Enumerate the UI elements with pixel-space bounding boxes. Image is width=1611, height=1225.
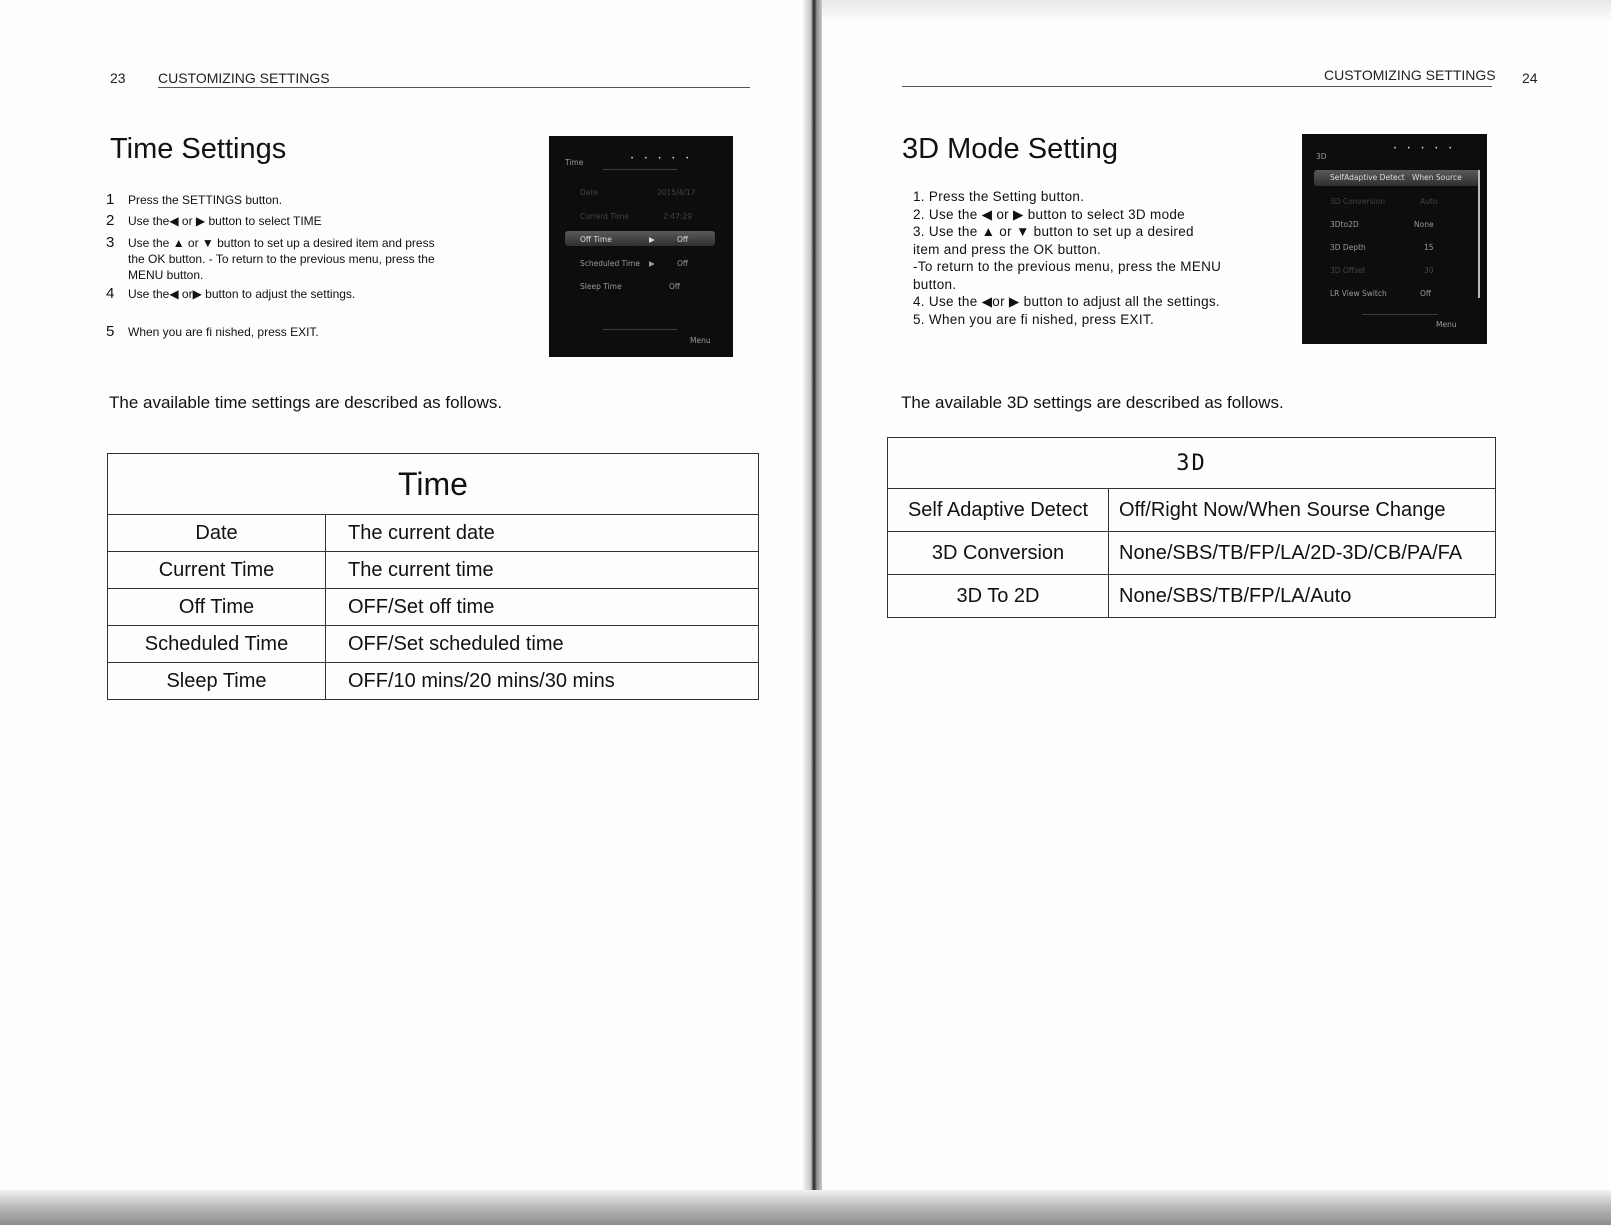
osd-divider bbox=[1362, 314, 1438, 315]
osd-row-label: Sleep Time bbox=[580, 282, 622, 291]
time-settings-table bbox=[107, 453, 759, 700]
step-line: 5. When you are fi nished, press EXIT. bbox=[913, 311, 1155, 327]
osd-arrow-icon: ▶ bbox=[649, 235, 655, 244]
table-row: 3D To 2D None/SBS/TB/FP/LA/Auto bbox=[888, 575, 1496, 618]
step-line: item and press the OK button. bbox=[913, 241, 1102, 257]
osd-page-dots: • • • • • bbox=[631, 156, 694, 162]
osd-row-value: Off bbox=[677, 235, 689, 244]
step-item: 3 Use the ▲ or ▼ button to set up a desired item and press the OK button. - To return to the previous menu, press the MENU button. bbox=[106, 233, 435, 282]
table-row: Current Time The current time bbox=[108, 552, 759, 589]
osd-row-value: 30 bbox=[1424, 266, 1434, 275]
osd-row-label: Off Time bbox=[580, 235, 612, 244]
osd-row-value: Off bbox=[1420, 289, 1432, 298]
section-header: CUSTOMIZING SETTINGS bbox=[1324, 67, 1496, 83]
step-item: 5 When you are fi nished, press EXIT. bbox=[106, 323, 319, 341]
step-item: 2 Use the◀ or ▶ button to select TIME bbox=[106, 212, 322, 230]
osd-menu-label: Menu bbox=[1436, 320, 1457, 329]
page-number: 23 bbox=[110, 70, 126, 86]
header-rule bbox=[158, 87, 750, 88]
time-osd-screenshot bbox=[549, 136, 733, 357]
step-line: -To return to the previous menu, press the MENU bbox=[913, 259, 1222, 274]
step-line: 1. Press the Setting button. bbox=[913, 189, 1085, 204]
osd-row-label: Scheduled Time bbox=[580, 259, 640, 268]
osd-row-value: 15 bbox=[1424, 243, 1434, 252]
table-row: Scheduled Time OFF/Set scheduled time bbox=[108, 626, 759, 663]
osd-row-value: None bbox=[1414, 220, 1434, 229]
steps-list bbox=[106, 190, 436, 344]
page-title: 3D Mode Setting bbox=[902, 133, 1119, 165]
osd-divider bbox=[603, 329, 677, 330]
3d-osd-screenshot bbox=[1302, 134, 1487, 344]
osd-row-label: Date bbox=[580, 188, 598, 197]
osd-row-label: 3D Conversion bbox=[1330, 197, 1385, 206]
table-header: 3D bbox=[888, 438, 1496, 489]
osd-row-value: When Source bbox=[1412, 173, 1462, 182]
osd-divider bbox=[603, 169, 677, 170]
table-header: Time bbox=[108, 454, 759, 515]
header-rule bbox=[902, 86, 1492, 87]
page-number: 24 bbox=[1522, 70, 1538, 86]
step-item: 1 Press the SETTINGS button. bbox=[106, 191, 283, 208]
step-line: 3. Use the ▲ or ▼ button to set up a desired bbox=[913, 224, 1194, 239]
3d-settings-table bbox=[887, 437, 1496, 618]
osd-row-label: 3D Offset bbox=[1330, 266, 1366, 275]
table-row: Date The current date bbox=[108, 515, 759, 552]
page-bottom-shadow bbox=[0, 1190, 1611, 1225]
osd-row-value: Off bbox=[669, 282, 681, 291]
steps-list bbox=[913, 188, 1273, 328]
osd-row-value: 2:47:29 bbox=[663, 212, 692, 221]
osd-row-label: SelfAdaptive Detect bbox=[1330, 173, 1405, 182]
step-line: button. bbox=[913, 276, 957, 292]
osd-row-value: Off bbox=[677, 259, 689, 268]
osd-row-label: LR View Switch bbox=[1330, 289, 1387, 298]
page-edge-shadow bbox=[822, 0, 1611, 22]
intro-text: The available time settings are described as follows. bbox=[109, 393, 503, 412]
table-row: 3D Conversion None/SBS/TB/FP/LA/2D-3D/CB/PA/FA bbox=[888, 532, 1496, 575]
table-row: Self Adaptive Detect Off/Right Now/When Sourse Change bbox=[888, 489, 1496, 532]
osd-row-label: 3D Depth bbox=[1330, 243, 1366, 252]
osd-arrow-icon: ▶ bbox=[649, 259, 655, 268]
osd-page-dots: • • • • • bbox=[1394, 146, 1457, 152]
osd-row-label: 3Dto2D bbox=[1330, 220, 1359, 229]
section-header: CUSTOMIZING SETTINGS bbox=[158, 70, 330, 86]
osd-menu-label: Menu bbox=[690, 336, 711, 345]
osd-scrollbar bbox=[1478, 170, 1480, 298]
right-page bbox=[822, 0, 1611, 1225]
table-row: Off Time OFF/Set off time bbox=[108, 589, 759, 626]
osd-title: 3D bbox=[1316, 152, 1327, 161]
intro-text: The available 3D settings are described as follows. bbox=[901, 393, 1284, 412]
osd-row-value: Auto bbox=[1420, 197, 1438, 206]
osd-row-label: Current Time bbox=[580, 212, 629, 221]
table-row: Sleep Time OFF/10 mins/20 mins/30 mins bbox=[108, 663, 759, 700]
step-line: 4. Use the ◀or ▶ button to adjust all the settings. bbox=[913, 294, 1220, 309]
osd-title: Time bbox=[565, 158, 584, 167]
step-item: 4 Use the◀ or▶ button to adjust the settings. bbox=[106, 285, 356, 303]
step-line: 2. Use the ◀ or ▶ button to select 3D mode bbox=[913, 206, 1185, 222]
osd-row-value: 2015/4/17 bbox=[657, 188, 696, 197]
page-title: Time Settings bbox=[110, 133, 287, 165]
